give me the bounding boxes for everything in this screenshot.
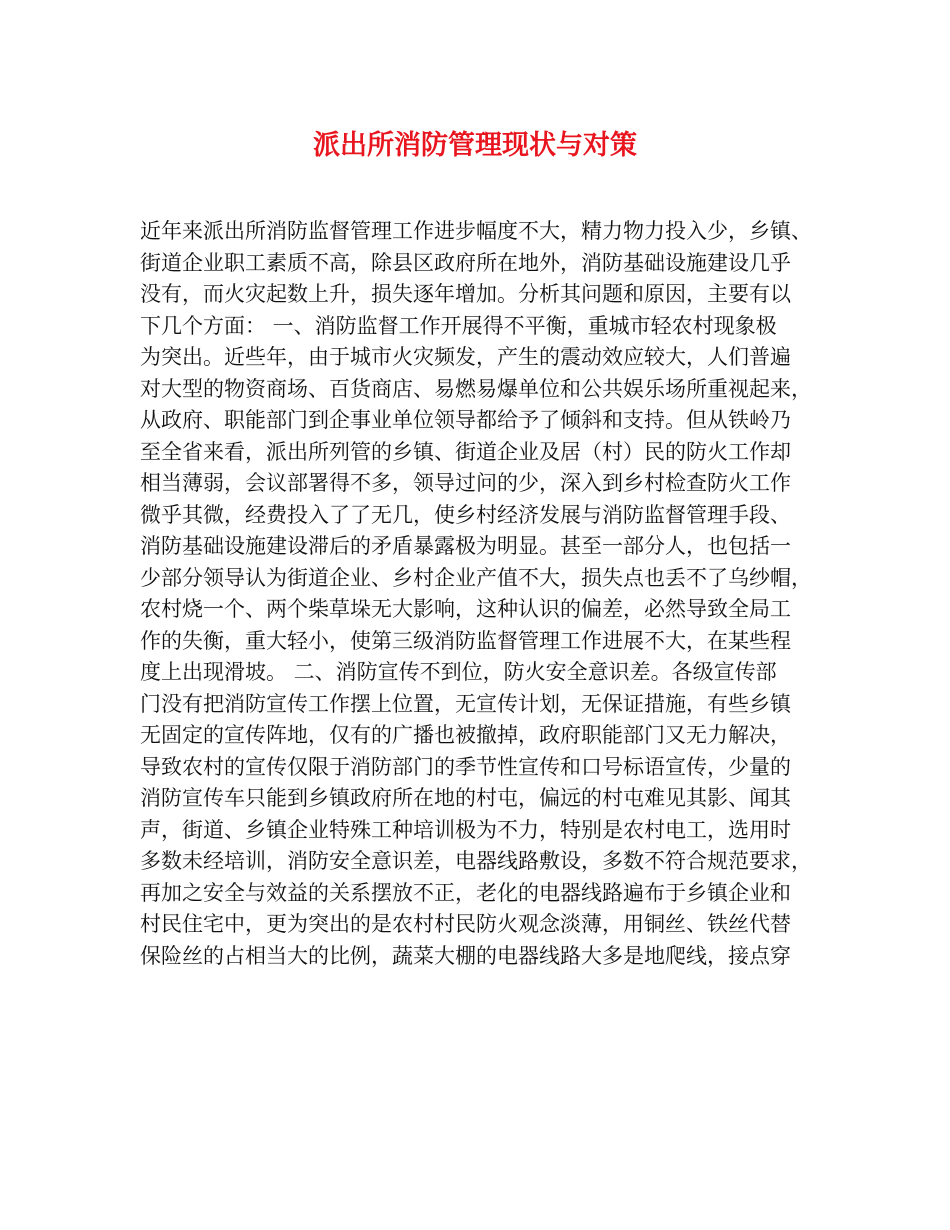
body-line: 至全省来看，派出所列管的乡镇、街道企业及居（村）民的防火工作却 xyxy=(140,439,791,464)
body-line: 度上出现滑坡。 二、消防宣传不到位，防火安全意识差。各级宣传部 xyxy=(140,660,777,684)
body-line: 从政府、职能部门到企事业单位领导都给予了倾斜和支持。但从铁岭乃 xyxy=(140,408,791,432)
body-line: 作的失衡，重大轻小，使第三级消防监督管理工作进展不大，在某些程 xyxy=(140,628,791,653)
document-title: 派出所消防管理现状与对策 xyxy=(313,130,637,161)
body-line: 多数未经培训，消防安全意识差，电器线路敷设，多数不符合规范要求， xyxy=(140,849,812,873)
body-line: 街道企业职工素质不高，除县区政府所在地外，消防基础设施建设几乎 xyxy=(140,250,791,275)
body-line: 没有，而火灾起数上升，损失逐年增加。分析其问题和原因，主要有以 xyxy=(140,282,791,306)
body-line: 声，街道、乡镇企业特殊工种培训极为不力，特别是农村电工，选用时 xyxy=(140,817,791,842)
body-line: 农村烧一个、两个柴草垛无大影响，这种认识的偏差，必然导致全局工 xyxy=(140,597,791,621)
body-line: 微乎其微，经费投入了了无几，使乡村经济发展与消防监督管理手段、 xyxy=(140,502,791,527)
body-line: 消防基础设施建设滞后的矛盾暴露极为明显。甚至一部分人，也包括一 xyxy=(140,534,791,558)
body-line: 无固定的宣传阵地，仅有的广播也被撤掉，政府职能部门又无力解决， xyxy=(140,723,791,747)
body-line: 村民住宅中，更为突出的是农村村民防火观念淡薄，用铜丝、铁丝代替 xyxy=(140,912,791,936)
body-line: 近年来派出所消防监督管理工作进步幅度不大，精力物力投入少，乡镇、 xyxy=(140,219,812,243)
body-line: 门没有把消防宣传工作摆上位置，无宣传计划，无保证措施，有些乡镇 xyxy=(140,691,791,716)
body-line: 消防宣传车只能到乡镇政府所在地的村屯，偏远的村屯难见其影、闻其 xyxy=(140,786,791,810)
body-line: 少部分领导认为街道企业、乡村企业产值不大，损失点也丢不了乌纱帽， xyxy=(140,565,812,590)
document-body xyxy=(140,216,830,972)
body-line: 对大型的物资商场、百货商店、易燃易爆单位和公共娱乐场所重视起来， xyxy=(140,376,812,401)
body-line: 相当薄弱，会议部署得不多，领导过问的少，深入到乡村检查防火工作 xyxy=(140,471,791,495)
body-line: 下几个方面： 一、消防监督工作开展得不平衡，重城市轻农村现象极 xyxy=(140,313,777,338)
body-line: 为突出。近些年，由于城市火灾频发，产生的震动效应较大，人们普遍 xyxy=(140,345,791,369)
body-line: 导致农村的宣传仅限于消防部门的季节性宣传和口号标语宣传，少量的 xyxy=(140,754,791,779)
body-line: 再加之安全与效益的关系摆放不正，老化的电器线路遍布于乡镇企业和 xyxy=(140,880,791,905)
body-line: 保险丝的占相当大的比例，蔬菜大棚的电器线路大多是地爬线，接点穿 xyxy=(140,943,791,968)
